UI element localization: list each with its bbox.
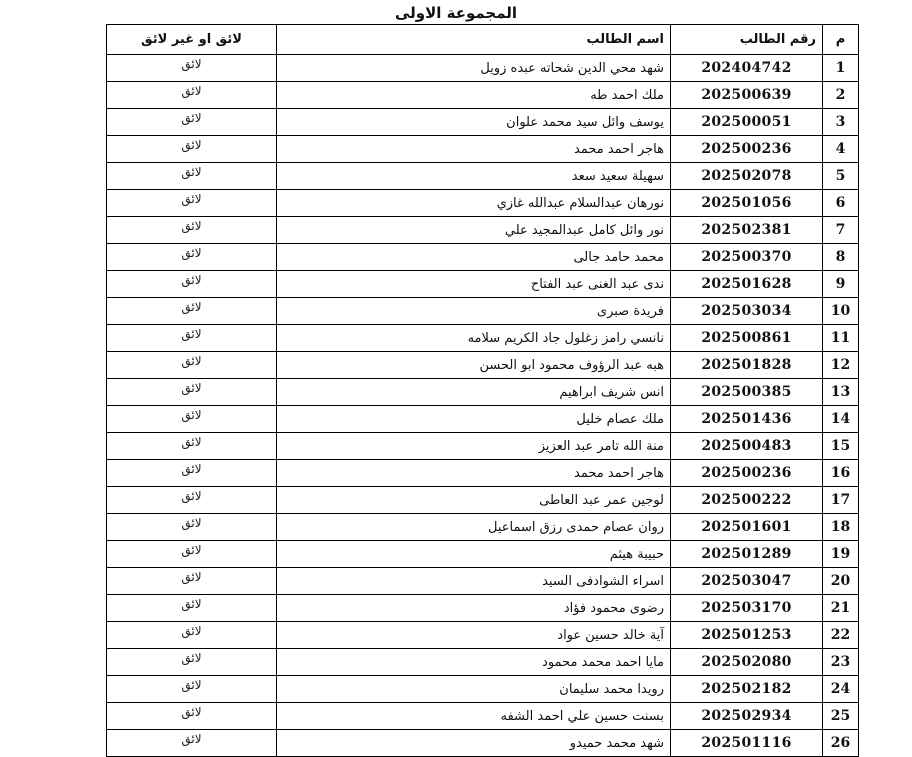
student-name-cell: يوسف وائل سيد محمد علوان — [277, 109, 671, 136]
student-name-cell: لوجين عمر عبد العاطى — [277, 487, 671, 514]
index-cell: 23 — [823, 649, 859, 676]
index-cell: 21 — [823, 595, 859, 622]
student-name-cell: نورهان عبدالسلام عبدالله غازي — [277, 190, 671, 217]
table-row — [107, 676, 859, 703]
student-id-cell: 202503047 — [671, 568, 823, 595]
student-name-cell: آية خالد حسين عواد — [277, 622, 671, 649]
index-cell: 4 — [823, 136, 859, 163]
table-row — [107, 298, 859, 325]
student-id-cell: 202500483 — [671, 433, 823, 460]
fitness-cell: لائق — [107, 244, 277, 271]
fitness-cell: لائق — [107, 271, 277, 298]
fitness-cell: لائق — [107, 406, 277, 433]
header-row — [107, 25, 859, 55]
student-name-cell: رضوى محمود فؤاد — [277, 595, 671, 622]
header-student-name: اسم الطالب — [277, 25, 671, 55]
student-name-cell: منة الله تامر عبد العزيز — [277, 433, 671, 460]
fitness-cell: لائق — [107, 568, 277, 595]
student-name-cell: شهد محمد حميدو — [277, 730, 671, 757]
student-id-cell: 202500385 — [671, 379, 823, 406]
table-row — [107, 568, 859, 595]
header-student-id: رقم الطالب — [671, 25, 823, 55]
table-row — [107, 55, 859, 82]
student-id-cell: 202502078 — [671, 163, 823, 190]
student-name-cell: رويدا محمد سليمان — [277, 676, 671, 703]
table-row — [107, 541, 859, 568]
fitness-cell: لائق — [107, 352, 277, 379]
table-row — [107, 244, 859, 271]
table-row — [107, 595, 859, 622]
index-cell: 25 — [823, 703, 859, 730]
student-name-cell: انس شريف ابراهيم — [277, 379, 671, 406]
index-cell: 10 — [823, 298, 859, 325]
table-body — [107, 55, 859, 757]
header-index: م — [823, 25, 859, 55]
student-id-cell: 202501628 — [671, 271, 823, 298]
student-id-cell: 202500236 — [671, 460, 823, 487]
header-fitness: لائق او غير لائق — [107, 25, 277, 55]
student-name-cell: هاجر احمد محمد — [277, 460, 671, 487]
fitness-cell: لائق — [107, 460, 277, 487]
table-row — [107, 514, 859, 541]
student-id-cell: 202501436 — [671, 406, 823, 433]
student-name-cell: هاجر احمد محمد — [277, 136, 671, 163]
fitness-cell: لائق — [107, 622, 277, 649]
fitness-cell: لائق — [107, 595, 277, 622]
fitness-cell: لائق — [107, 730, 277, 757]
index-cell: 24 — [823, 676, 859, 703]
index-cell: 7 — [823, 217, 859, 244]
student-id-cell: 202500861 — [671, 325, 823, 352]
index-cell: 9 — [823, 271, 859, 298]
index-cell: 1 — [823, 55, 859, 82]
student-name-cell: ندى عبد الغنى عبد الفتاح — [277, 271, 671, 298]
fitness-cell: لائق — [107, 649, 277, 676]
table-row — [107, 190, 859, 217]
student-id-cell: 202501116 — [671, 730, 823, 757]
student-name-cell: نور وائل كامل عبدالمجيد علي — [277, 217, 671, 244]
index-cell: 6 — [823, 190, 859, 217]
index-cell: 16 — [823, 460, 859, 487]
student-id-cell: 202501601 — [671, 514, 823, 541]
student-id-cell: 202501289 — [671, 541, 823, 568]
student-id-cell: 202500236 — [671, 136, 823, 163]
students-table — [106, 24, 859, 757]
fitness-cell: لائق — [107, 136, 277, 163]
table-row — [107, 325, 859, 352]
student-name-cell: ملك عصام خليل — [277, 406, 671, 433]
student-id-cell: 202502182 — [671, 676, 823, 703]
student-id-cell: 202501056 — [671, 190, 823, 217]
student-name-cell: فريدة صبرى — [277, 298, 671, 325]
index-cell: 3 — [823, 109, 859, 136]
fitness-cell: لائق — [107, 298, 277, 325]
student-name-cell: سهيلة سعيد سعد — [277, 163, 671, 190]
index-cell: 26 — [823, 730, 859, 757]
table-row — [107, 352, 859, 379]
student-name-cell: بسنت حسين علي احمد الشفه — [277, 703, 671, 730]
student-name-cell: محمد حامد جالى — [277, 244, 671, 271]
index-cell: 8 — [823, 244, 859, 271]
student-id-cell: 202503034 — [671, 298, 823, 325]
table-row — [107, 703, 859, 730]
student-name-cell: ملك احمد طه — [277, 82, 671, 109]
table-row — [107, 271, 859, 298]
index-cell: 18 — [823, 514, 859, 541]
table-row — [107, 460, 859, 487]
fitness-cell: لائق — [107, 433, 277, 460]
student-name-cell: روان عصام حمدى رزق اسماعيل — [277, 514, 671, 541]
fitness-cell: لائق — [107, 217, 277, 244]
fitness-cell: لائق — [107, 379, 277, 406]
table-row — [107, 217, 859, 244]
fitness-cell: لائق — [107, 82, 277, 109]
index-cell: 22 — [823, 622, 859, 649]
student-id-cell: 202501253 — [671, 622, 823, 649]
table-row — [107, 433, 859, 460]
student-id-cell: 202502934 — [671, 703, 823, 730]
student-name-cell: اسراء الشوادفى السيد — [277, 568, 671, 595]
index-cell: 19 — [823, 541, 859, 568]
index-cell: 13 — [823, 379, 859, 406]
fitness-cell: لائق — [107, 514, 277, 541]
index-cell: 5 — [823, 163, 859, 190]
table-row — [107, 163, 859, 190]
table-row — [107, 136, 859, 163]
student-name-cell: مايا احمد محمد محمود — [277, 649, 671, 676]
student-id-cell: 202500222 — [671, 487, 823, 514]
index-cell: 11 — [823, 325, 859, 352]
index-cell: 15 — [823, 433, 859, 460]
fitness-cell: لائق — [107, 190, 277, 217]
student-id-cell: 202502080 — [671, 649, 823, 676]
fitness-cell: لائق — [107, 487, 277, 514]
fitness-cell: لائق — [107, 55, 277, 82]
page-title: المجموعة الاولى — [394, 4, 518, 22]
student-id-cell: 202503170 — [671, 595, 823, 622]
student-name-cell: هبه عبد الرؤوف محمود ابو الحسن — [277, 352, 671, 379]
student-id-cell: 202501828 — [671, 352, 823, 379]
table-row — [107, 622, 859, 649]
table-row — [107, 487, 859, 514]
index-cell: 17 — [823, 487, 859, 514]
fitness-cell: لائق — [107, 325, 277, 352]
table-row — [107, 109, 859, 136]
index-cell: 2 — [823, 82, 859, 109]
student-name-cell: نانسي رامز زغلول جاد الكريم سلامه — [277, 325, 671, 352]
student-id-cell: 202404742 — [671, 55, 823, 82]
student-name-cell: حبيبة هيثم — [277, 541, 671, 568]
index-cell: 14 — [823, 406, 859, 433]
student-name-cell: شهد محي الدين شحاته عبده زويل — [277, 55, 671, 82]
student-id-cell: 202502381 — [671, 217, 823, 244]
table-row — [107, 649, 859, 676]
student-id-cell: 202500639 — [671, 82, 823, 109]
fitness-cell: لائق — [107, 703, 277, 730]
index-cell: 20 — [823, 568, 859, 595]
table-row — [107, 730, 859, 757]
student-id-cell: 202500370 — [671, 244, 823, 271]
fitness-cell: لائق — [107, 163, 277, 190]
index-cell: 12 — [823, 352, 859, 379]
fitness-cell: لائق — [107, 676, 277, 703]
fitness-cell: لائق — [107, 541, 277, 568]
student-id-cell: 202500051 — [671, 109, 823, 136]
fitness-cell: لائق — [107, 109, 277, 136]
table-row — [107, 406, 859, 433]
table-row — [107, 82, 859, 109]
table-row — [107, 379, 859, 406]
